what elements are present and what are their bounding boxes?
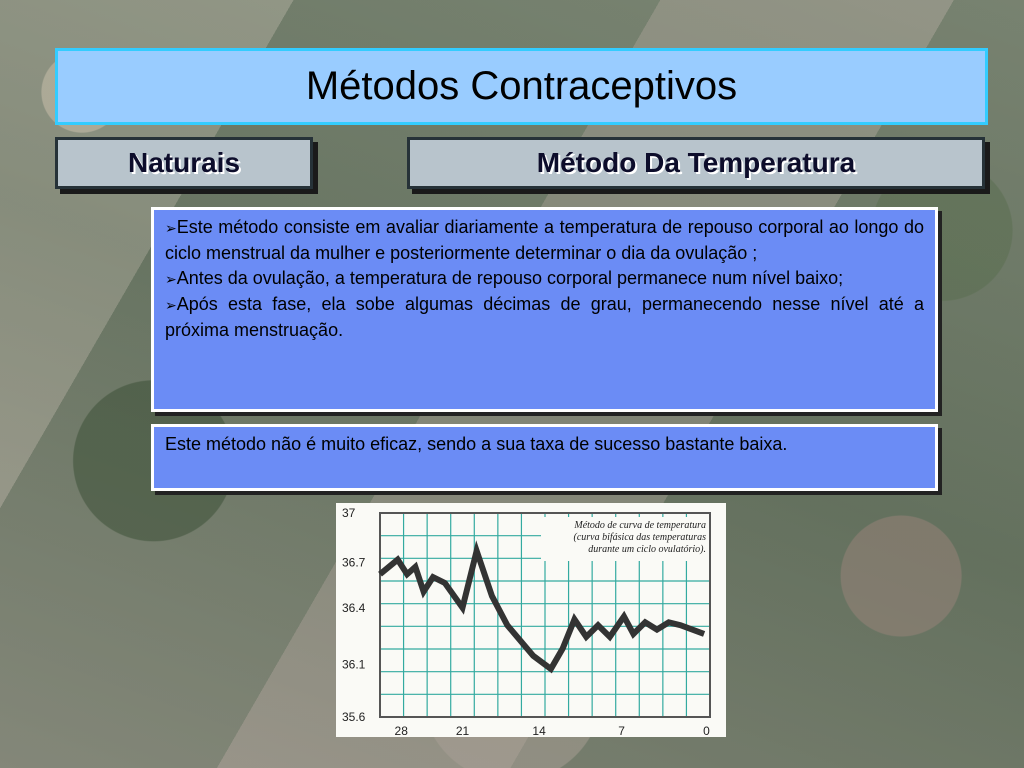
bullet-item (165, 266, 924, 292)
x-tick-label: 0 (703, 724, 710, 737)
bullet-item (165, 292, 924, 343)
conclusion-text: Este método não é muito eficaz, sendo a sua taxa de sucesso bastante baixa. (165, 434, 788, 454)
conclusion-box (151, 424, 938, 491)
description-box (151, 207, 938, 412)
y-tick-label: 37 (342, 506, 356, 520)
bullet-text: Antes da ovulação, a temperatura de repouso corporal permanece num nível baixo; (176, 268, 844, 288)
temperature-chart-svg (336, 503, 726, 737)
bullet-item (165, 215, 924, 266)
annotation-text: durante um ciclo ovulatório). (588, 544, 706, 555)
x-tick-label: 21 (455, 724, 470, 737)
title-banner (55, 48, 988, 125)
y-tick-label: 36.7 (342, 555, 366, 570)
method-box (407, 137, 985, 189)
chart-annotation (541, 517, 709, 561)
x-tick-label: 7 (618, 724, 625, 737)
arrow-bullet-icon: ➢ (165, 297, 177, 313)
series-line (380, 551, 704, 669)
x-tick-label: 14 (532, 724, 546, 737)
chart-series (380, 551, 704, 669)
bullet-text: Este método consiste em avaliar diariamente a temperatura de repouso corporal ao longo do ciclo menstrual da mulher e posteriormente determinar o dia da ovulação ; (165, 217, 924, 263)
slide-title: Métodos Contraceptivos (305, 64, 738, 108)
x-tick-label: 28 (394, 724, 408, 737)
category-label: Naturais (127, 147, 241, 178)
method-label: Método Da Temperatura (536, 147, 856, 178)
y-tick-label: 35.6 (342, 710, 366, 724)
arrow-bullet-icon: ➢ (165, 220, 177, 236)
annotation-text: (curva bifásica das temperaturas (573, 532, 706, 543)
y-tick-label: 36.1 (342, 657, 366, 672)
y-tick-label: 36.4 (342, 600, 366, 615)
temperature-chart (336, 503, 726, 737)
arrow-bullet-icon: ➢ (165, 271, 177, 287)
bullet-text: Após esta fase, ela sobe algumas décimas de grau, permanecendo nesse nível até a próxima menstruação. (165, 294, 924, 340)
annotation-text: Método de curva de temperatura (574, 520, 706, 531)
category-box (55, 137, 313, 189)
